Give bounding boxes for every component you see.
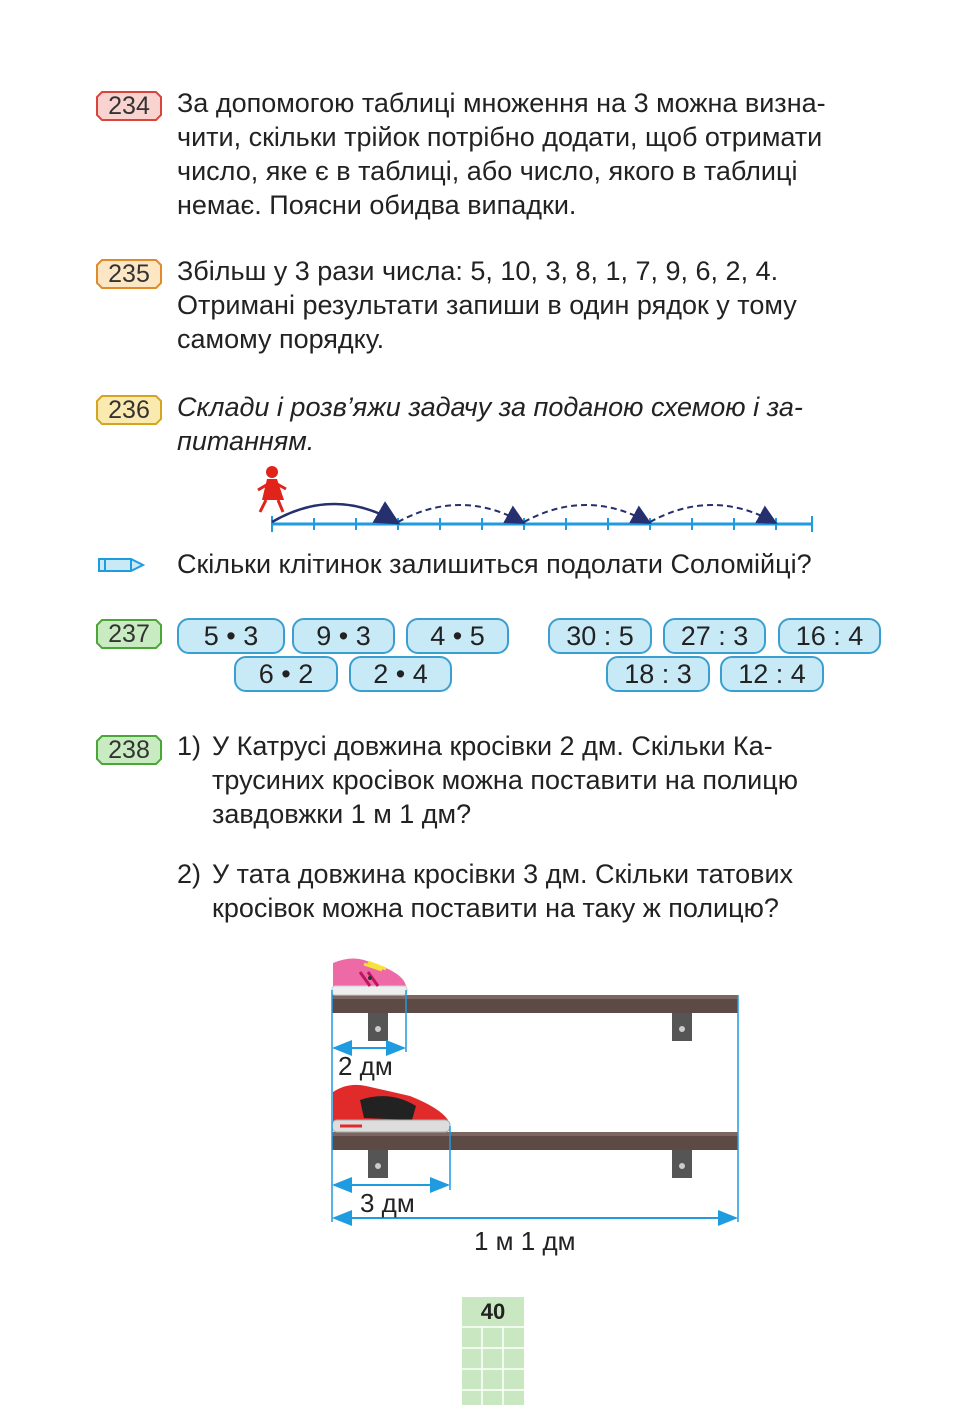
task-238-part2-text [212,857,890,925]
text-line: самому порядку. [177,324,385,354]
task-236-question: Скільки клітинок залишиться подолати Соломійці? [177,549,812,579]
task-number-badge-235 [96,259,162,289]
part-number: 2) [177,859,202,889]
task-number-badge-238 [96,735,162,765]
dimension-label-3dm: 3 дм [360,1188,415,1218]
part-number: 1) [177,731,202,761]
girl-icon [258,466,286,512]
dimension-label-total: 1 м 1 дм [474,1226,576,1256]
text-line: Склади і розв’яжи задачу за поданою схемою і за- [177,392,803,422]
text-line: У Катрусі довжина кросівки 2 дм. Скільки Ка- [212,731,773,761]
text-line: немає. Поясни обидва випадки. [177,190,577,220]
number-line-scheme [250,460,830,540]
task-number: 238 [108,736,150,764]
expression-card: 2 • 4 [349,656,452,692]
expression-card: 6 • 2 [234,656,338,692]
expression-card: 9 • 3 [292,618,395,654]
page-number: 40 [480,1299,506,1324]
text-line: чити, скільки трійок потрібно додати, щоб отримати [177,122,823,152]
expression-card: 16 : 4 [778,618,881,654]
task-number-badge-236 [96,395,162,425]
page-number-tab [462,1297,524,1405]
text-line: У тата довжина кросівки 3 дм. Скільки татових [212,859,794,889]
jump-arc-solid [272,504,396,522]
task-236-text [177,390,890,458]
dimension-label-2dm: 2 дм [338,1051,393,1081]
expression-card: 5 • 3 [177,618,285,654]
expression-card: 18 : 3 [606,656,710,692]
task-number-badge-237 [96,619,162,649]
task-number: 236 [108,396,150,424]
text-line: завдовжки 1 м 1 дм? [212,799,472,829]
text-line: трусиних кросівок можна поставити на полицю [212,765,798,795]
text-line: кросівок можна поставити на таку ж полицю? [212,893,779,923]
red-sneaker-icon [332,1085,450,1132]
jump-arc-dashed [398,505,522,522]
task-235-text [177,254,890,356]
text-line: Збільш у 3 рази числа: 5, 10, 3, 8, 1, 7, 9, 6, 2, 4. [177,256,779,286]
expression-card: 4 • 5 [406,618,509,654]
task-234-text [177,86,890,222]
task-number: 234 [108,92,150,120]
task-number: 235 [108,260,150,288]
pink-sneaker-icon [332,959,407,995]
task-238-part1-text [212,729,890,831]
text-line: число, яке є в таблиці, або число, якого в таблиці [177,156,798,186]
task-number: 237 [108,620,150,648]
expression-card: 12 : 4 [720,656,824,692]
text-line: питанням. [177,426,315,456]
pencil-icon [97,556,145,574]
expression-card: 30 : 5 [548,618,652,654]
task-number-badge-234 [96,91,162,121]
jump-arc-dashed [524,505,648,522]
expression-card: 27 : 3 [663,618,766,654]
jump-arc-dashed [650,505,774,522]
text-line: За допомогою таблиці множення на 3 можна визна- [177,88,826,118]
text-line: Отримані результати запиши в один рядок у тому [177,290,797,320]
